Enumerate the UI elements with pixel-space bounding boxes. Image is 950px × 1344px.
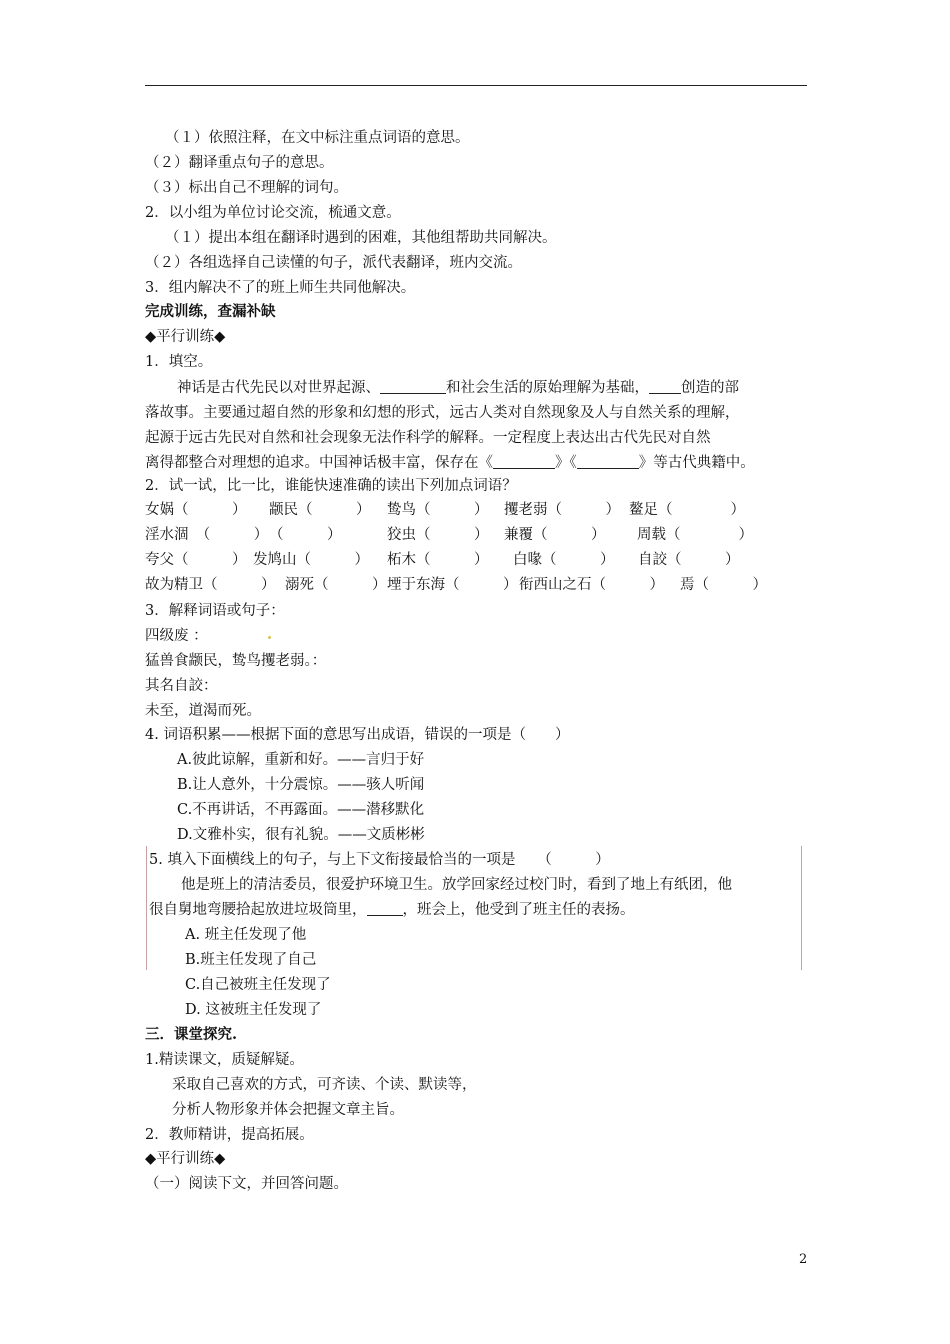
question-1: 1．填空。 bbox=[145, 354, 213, 370]
paragraph-text: 神话是古代先民以对世界起源、 bbox=[177, 380, 380, 396]
reading-item: 溺死（ ） bbox=[285, 577, 387, 593]
reading-item: 白喙（ ） bbox=[513, 552, 615, 568]
option-a: A.彼此谅解，重新和好。——言归于好 bbox=[177, 752, 425, 768]
reading-item: 女娲（ ） bbox=[145, 502, 247, 518]
reading-item: 兼覆（ ） bbox=[504, 527, 606, 543]
text-line: （１）提出本组在翻译时遇到的困难，其他组帮助共同解决。 bbox=[165, 230, 557, 246]
reading-item: 自詨（ ） bbox=[638, 552, 740, 568]
paragraph-text: 和社会生活的原始理解为基础， bbox=[446, 380, 649, 396]
reading-item: 狡虫（ ） bbox=[387, 527, 489, 543]
reading-item: 焉（ ） bbox=[680, 577, 767, 593]
reading-item: 夸父（ ） bbox=[145, 552, 247, 568]
text-line: 采取自己喜欢的方式，可齐读、个读、默读等， bbox=[172, 1077, 477, 1093]
option-a: A. 班主任发现了他 bbox=[185, 927, 307, 943]
reading-item: （ ） bbox=[269, 527, 342, 543]
option-b: B.班主任发现了自己 bbox=[185, 952, 317, 968]
reading-item: 鳌足（ ） bbox=[629, 502, 745, 518]
text-line: （２）各组选择自己读懂的句子，派代表翻译，班内交流。 bbox=[145, 255, 522, 271]
page-number: 2 bbox=[799, 1252, 808, 1267]
reading-item: 故为精卫（ ） bbox=[145, 577, 276, 593]
text-line: 分析人物形象并体会把握文章主旨。 bbox=[172, 1102, 404, 1118]
header-rule bbox=[145, 85, 807, 86]
fill-blank bbox=[649, 378, 681, 394]
text-line: 2．以小组为单位讨论交流，梳通文意。 bbox=[145, 205, 401, 221]
question-4: 4. 词语积累——根据下面的意思写出成语，错误的一项是（ ） bbox=[145, 727, 570, 743]
reading-item: 衔西山之石（ ） bbox=[519, 577, 664, 593]
text-line: （一）阅读下文，并回答问题。 bbox=[145, 1176, 348, 1192]
paragraph-line bbox=[145, 452, 755, 474]
ink-speck bbox=[268, 636, 271, 639]
paragraph-text: ，班会上，他受到了班主任的表扬。 bbox=[402, 902, 635, 918]
paragraph-line bbox=[149, 899, 635, 921]
text-line: 2．教师精讲，提高拓展。 bbox=[145, 1127, 314, 1143]
paragraph-line: 他是班上的清洁委员，很爱护环境卫生。放学回家经过校门时，看到了地上有纸团，他 bbox=[181, 877, 732, 893]
question-2: 2．试一试，比一比，谁能快速准确的读出下列加点词语？ bbox=[145, 478, 517, 494]
option-d: D. 这被班主任发现了 bbox=[185, 1002, 322, 1018]
paragraph-line: 起源于远古先民对自然和社会现象无法作科学的解释。一定程度上表达出古代先民对自然 bbox=[145, 430, 711, 446]
question-3: 3．解释词语或句子： bbox=[145, 603, 285, 619]
paragraph-line bbox=[177, 377, 739, 399]
paragraph-text: 创造的部 bbox=[681, 380, 739, 396]
reading-item: 淫水涸 （ ） bbox=[145, 527, 269, 543]
option-d: D.文雅朴实，很有礼貌。——文质彬彬 bbox=[177, 827, 425, 843]
reading-item: 颛民（ ） bbox=[269, 502, 371, 518]
fill-blank bbox=[367, 900, 403, 916]
reading-item: 发鸠山（ ） bbox=[253, 552, 369, 568]
text-line: （１）依照注释，在文中标注重点词语的意思。 bbox=[165, 130, 470, 146]
option-c: C.自己被班主任发现了 bbox=[185, 977, 331, 993]
reading-item: 周载（ ） bbox=[637, 527, 753, 543]
explain-line: 未至，道渴而死。 bbox=[145, 703, 261, 719]
section-heading: 完成训练，查漏补缺 bbox=[145, 303, 276, 320]
section-subheading: ◆平行训练◆ bbox=[145, 1151, 226, 1167]
paragraph-text: 很自舅地弯腰拾起放进垃圾筒里， bbox=[149, 902, 367, 918]
paragraph-text: 离得都整合对理想的追求。中国神话极丰富，保存在《 bbox=[145, 455, 493, 471]
paragraph-text: 》等古代典籍中。 bbox=[638, 455, 755, 471]
explain-line: 四级废 ： bbox=[145, 628, 208, 644]
text-line: （３）标出自己不理解的词句。 bbox=[145, 180, 348, 196]
paragraph-text: 》《 bbox=[555, 455, 577, 471]
section-heading: 三．课堂探究. bbox=[145, 1026, 238, 1043]
explain-line: 猛兽食颛民，鸷鸟攫老弱。： bbox=[145, 653, 327, 669]
reading-item: 柘木（ ） bbox=[387, 552, 489, 568]
reading-item: 堙于东海（ ） bbox=[387, 577, 518, 593]
option-c: C.不再讲话，不再露面。——潜移默化 bbox=[177, 802, 425, 818]
question-5: 5. 填入下面横线上的句子，与上下文衔接最恰当的一项是 （ ） bbox=[149, 852, 610, 868]
reading-item: 攫老弱（ ） bbox=[504, 502, 620, 518]
fill-blank bbox=[380, 378, 446, 394]
section-subheading: ◆平行训练◆ bbox=[145, 329, 226, 345]
paragraph-line: 落故事。主要通过超自然的形象和幻想的形式，远古人类对自然现象及人与自然关系的理解， bbox=[145, 405, 740, 421]
text-line: （２）翻译重点句子的意思。 bbox=[145, 155, 334, 171]
text-line: 3．组内解决不了的班上师生共同他解决。 bbox=[145, 280, 416, 296]
explain-line: 其名自詨： bbox=[145, 678, 218, 694]
text-line: 1.精读课文，质疑解疑。 bbox=[145, 1052, 304, 1068]
fill-blank bbox=[577, 453, 639, 469]
option-b: B.让人意外，十分震惊。——骇人听闻 bbox=[177, 777, 425, 793]
fill-blank bbox=[493, 453, 555, 469]
reading-item: 鸷鸟（ ） bbox=[387, 502, 489, 518]
